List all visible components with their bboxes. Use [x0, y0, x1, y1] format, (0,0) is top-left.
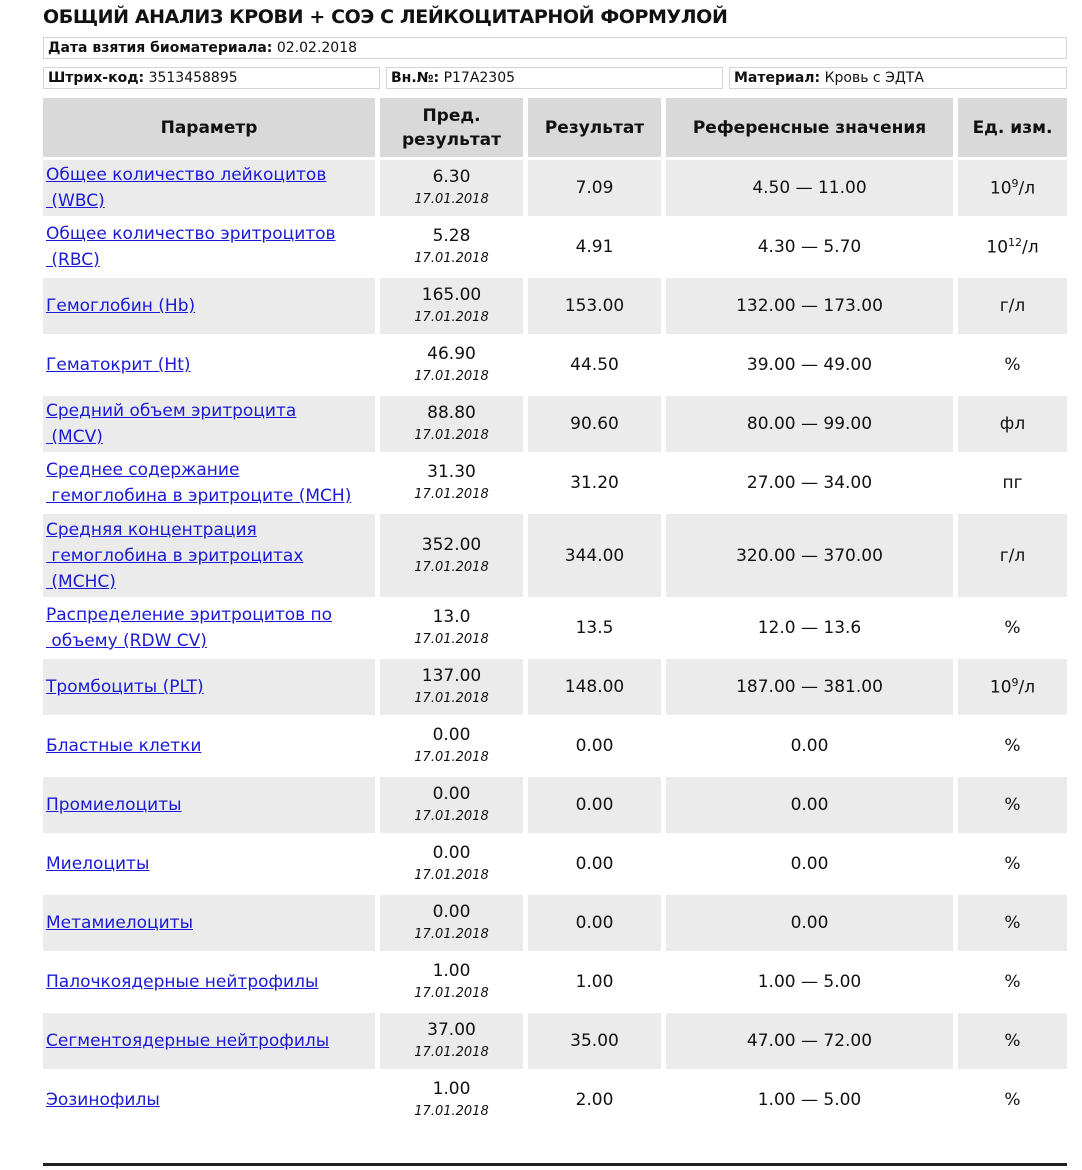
- table-row: [43, 600, 1067, 659]
- previous-value: 165.00: [421, 285, 482, 305]
- unit-cell: [958, 396, 1067, 455]
- result-value: 0.00: [528, 836, 666, 895]
- header-parameter: Параметр: [43, 98, 380, 160]
- parameter-name-line2: гемоглобина в эритроцитах: [46, 545, 304, 566]
- unit-cell: [958, 895, 1067, 954]
- previous-result-cell: [380, 895, 528, 954]
- parameter-name-line1: Среднее содержание: [46, 460, 240, 480]
- previous-result-cell: [380, 219, 528, 278]
- previous-value: 88.80: [427, 403, 476, 423]
- table-row: [43, 895, 1067, 954]
- parameter-name-line1: Бластные клетки: [46, 736, 202, 756]
- unit-cell: [958, 836, 1067, 895]
- unit-cell: [958, 455, 1067, 514]
- previous-result-cell: [380, 160, 528, 219]
- parameter-cell: [43, 219, 380, 278]
- table-row: [43, 1013, 1067, 1072]
- parameter-name-line1: Метамиелоциты: [46, 913, 193, 933]
- parameter-name-line2: (RBC): [46, 250, 100, 270]
- header-result: Результат: [528, 98, 666, 160]
- unit-base: %: [1004, 913, 1021, 933]
- result-value: 148.00: [528, 659, 666, 718]
- parameter-link[interactable]: [46, 401, 296, 447]
- parameter-name-line1: Общее количество лейкоцитов: [46, 165, 327, 185]
- previous-result-cell: [380, 455, 528, 514]
- previous-date: 17.01.2018: [414, 868, 489, 883]
- reference-range: 80.00 — 99.00: [666, 396, 958, 455]
- parameter-link[interactable]: [46, 165, 326, 211]
- table-row: [43, 337, 1067, 396]
- table-row: [43, 396, 1067, 455]
- table-row: [43, 718, 1067, 777]
- previous-value: 6.30: [432, 167, 471, 187]
- previous-value: 137.00: [421, 666, 482, 686]
- parameter-name-line1: Общее количество эритроцитов: [46, 224, 336, 244]
- result-value: 13.5: [528, 600, 666, 659]
- unit-cell: [958, 160, 1067, 219]
- previous-date: 17.01.2018: [414, 927, 489, 942]
- result-value: 7.09: [528, 160, 666, 219]
- header-unit: Ед. изм.: [958, 98, 1067, 160]
- result-value: 1.00: [528, 954, 666, 1013]
- parameter-cell: [43, 954, 380, 1013]
- parameter-cell: [43, 160, 380, 219]
- results-table: [43, 98, 1067, 1131]
- material-field: [729, 67, 1067, 89]
- previous-result-cell: [380, 836, 528, 895]
- unit-cell: [958, 1072, 1067, 1131]
- parameter-name-line1: Распределение эритроцитов по: [46, 605, 333, 625]
- parameter-name-line2: (WBC): [46, 191, 105, 211]
- parameter-link[interactable]: [46, 355, 191, 375]
- parameter-cell: [43, 659, 380, 718]
- reference-range: 12.0 — 13.6: [666, 600, 958, 659]
- header-previous-line2: результат: [401, 129, 502, 150]
- previous-value: 0.00: [432, 725, 471, 745]
- previous-date: 17.01.2018: [414, 750, 489, 765]
- material-value: Кровь с ЭДТА: [824, 70, 924, 86]
- unit-cell: [958, 718, 1067, 777]
- table-row: [43, 777, 1067, 836]
- parameter-link[interactable]: [46, 224, 336, 270]
- result-value: 44.50: [528, 337, 666, 396]
- unit-exponent: 12: [1008, 236, 1023, 250]
- result-value: 90.60: [528, 396, 666, 455]
- table-header-row: [43, 98, 1067, 160]
- previous-value: 0.00: [432, 902, 471, 922]
- previous-date: 17.01.2018: [414, 1045, 489, 1060]
- previous-date: 17.01.2018: [414, 632, 489, 647]
- reference-range: 1.00 — 5.00: [666, 954, 958, 1013]
- unit-cell: [958, 337, 1067, 396]
- result-value: 0.00: [528, 718, 666, 777]
- parameter-name-line1: Палочкоядерные нейтрофилы: [46, 972, 319, 992]
- parameter-cell: [43, 836, 380, 895]
- previous-date: 17.01.2018: [414, 809, 489, 824]
- table-row: [43, 278, 1067, 337]
- parameter-name-line2: объему (RDW CV): [46, 631, 207, 651]
- result-value: 153.00: [528, 278, 666, 337]
- parameter-name-line1: Гемоглобин (Hb): [46, 296, 196, 316]
- table-row: [43, 1072, 1067, 1131]
- unit-base: %: [1004, 1090, 1021, 1110]
- unit-exponent: 9: [1011, 177, 1019, 191]
- previous-value: 31.30: [427, 462, 476, 482]
- parameter-link[interactable]: [46, 736, 201, 756]
- unit-tail: /л: [1018, 178, 1036, 199]
- parameter-name-line1: Миелоциты: [46, 854, 150, 874]
- material-label: Материал:: [734, 70, 821, 86]
- parameter-link[interactable]: [46, 520, 303, 592]
- sample-date-field: [43, 37, 1067, 59]
- unit-exponent: 9: [1011, 676, 1019, 690]
- unit-base: 10: [986, 237, 1009, 258]
- parameter-name-line3: (MCHC): [46, 571, 116, 592]
- unit-base: %: [1004, 972, 1021, 992]
- unit-cell: [958, 777, 1067, 836]
- previous-value: 37.00: [427, 1020, 476, 1040]
- sample-date-label: Дата взятия биоматериала:: [48, 40, 273, 56]
- parameter-cell: [43, 278, 380, 337]
- unit-base: пг: [1002, 473, 1023, 493]
- reference-range: 39.00 — 49.00: [666, 337, 958, 396]
- previous-result-cell: [380, 659, 528, 718]
- result-value: 4.91: [528, 219, 666, 278]
- page-title: ОБЩИЙ АНАЛИЗ КРОВИ + СОЭ С ЛЕЙКОЦИТАРНОЙ ФОРМУЛОЙ: [43, 6, 728, 28]
- reference-range: 4.50 — 11.00: [666, 160, 958, 219]
- reference-range: 187.00 — 381.00: [666, 659, 958, 718]
- previous-value: 0.00: [432, 843, 471, 863]
- unit-cell: [958, 219, 1067, 278]
- result-value: 35.00: [528, 1013, 666, 1072]
- unit-cell: [958, 659, 1067, 718]
- previous-result-cell: [380, 278, 528, 337]
- parameter-name-line2: (MCV): [46, 427, 103, 447]
- parameter-cell: [43, 396, 380, 455]
- unit-tail: /л: [1022, 237, 1039, 258]
- result-value: 2.00: [528, 1072, 666, 1131]
- barcode-value: 3513458895: [148, 70, 238, 86]
- table-row: [43, 836, 1067, 895]
- unit-cell: [958, 954, 1067, 1013]
- parameter-link[interactable]: [46, 296, 195, 316]
- parameter-cell: [43, 455, 380, 514]
- previous-value: 13.0: [432, 607, 471, 627]
- parameter-cell: [43, 514, 380, 600]
- unit-base: %: [1004, 854, 1021, 874]
- internal-number-label: Вн.№:: [391, 70, 440, 86]
- parameter-name-line2: гемоглобина в эритроците (MCH): [46, 486, 352, 506]
- internal-number-field: [386, 67, 723, 89]
- previous-value: 46.90: [427, 344, 476, 364]
- result-value: 31.20: [528, 455, 666, 514]
- previous-value: 0.00: [432, 784, 471, 804]
- previous-value: 1.00: [432, 961, 471, 981]
- previous-result-cell: [380, 337, 528, 396]
- parameter-link[interactable]: [46, 1031, 329, 1051]
- parameter-name-line1: Тромбоциты (PLT): [46, 677, 204, 697]
- parameter-cell: [43, 777, 380, 836]
- previous-result-cell: [380, 396, 528, 455]
- previous-result-cell: [380, 718, 528, 777]
- parameter-link[interactable]: [46, 854, 149, 874]
- parameter-link[interactable]: [46, 972, 318, 992]
- parameter-cell: [43, 895, 380, 954]
- sample-date-value: 02.02.2018: [276, 40, 358, 56]
- previous-value: 1.00: [432, 1079, 471, 1099]
- result-value: 344.00: [528, 514, 666, 600]
- reference-range: 320.00 — 370.00: [666, 514, 958, 600]
- unit-cell: [958, 278, 1067, 337]
- parameter-cell: [43, 600, 380, 659]
- previous-date: 17.01.2018: [414, 310, 489, 325]
- parameter-link[interactable]: [46, 1090, 160, 1110]
- previous-date: 17.01.2018: [414, 251, 489, 266]
- parameter-name-line1: Промиелоциты: [46, 795, 182, 815]
- reference-range: 1.00 — 5.00: [666, 1072, 958, 1131]
- previous-date: 17.01.2018: [414, 986, 489, 1001]
- header-previous-result: [380, 98, 528, 160]
- previous-date: 17.01.2018: [414, 369, 489, 384]
- header-previous-line1: Пред.: [422, 105, 481, 126]
- unit-base: %: [1004, 736, 1021, 756]
- previous-result-cell: [380, 1013, 528, 1072]
- internal-number-value: P17A2305: [443, 70, 516, 86]
- unit-base: 10: [989, 178, 1012, 199]
- parameter-link[interactable]: [46, 605, 332, 651]
- unit-base: %: [1004, 1031, 1021, 1051]
- reference-range: 4.30 — 5.70: [666, 219, 958, 278]
- reference-range: 0.00: [666, 836, 958, 895]
- unit-cell: [958, 514, 1067, 600]
- unit-cell: [958, 600, 1067, 659]
- parameter-cell: [43, 1013, 380, 1072]
- previous-result-cell: [380, 600, 528, 659]
- table-row: [43, 219, 1067, 278]
- result-value: 0.00: [528, 777, 666, 836]
- previous-date: 17.01.2018: [414, 691, 489, 706]
- previous-date: 17.01.2018: [414, 1104, 489, 1119]
- parameter-link[interactable]: [46, 795, 182, 815]
- unit-tail: /л: [1018, 677, 1036, 698]
- parameter-link[interactable]: [46, 913, 193, 933]
- parameter-name-line1: Средний объем эритроцита: [46, 401, 297, 421]
- reference-range: 47.00 — 72.00: [666, 1013, 958, 1072]
- unit-base: 10: [989, 677, 1012, 698]
- table-row: [43, 514, 1067, 600]
- unit-base: %: [1004, 355, 1021, 375]
- previous-result-cell: [380, 514, 528, 600]
- parameter-name-line1: Эозинофилы: [46, 1090, 160, 1110]
- parameter-cell: [43, 718, 380, 777]
- unit-cell: [958, 1013, 1067, 1072]
- parameter-link[interactable]: [46, 677, 204, 697]
- reference-range: 0.00: [666, 895, 958, 954]
- previous-result-cell: [380, 1072, 528, 1131]
- reference-range: 27.00 — 34.00: [666, 455, 958, 514]
- previous-date: 17.01.2018: [414, 192, 489, 207]
- unit-base: г/л: [999, 545, 1026, 566]
- previous-value: 5.28: [432, 226, 471, 246]
- barcode-field: [43, 67, 380, 89]
- table-row: [43, 659, 1067, 718]
- parameter-link[interactable]: [46, 460, 351, 506]
- previous-value: 352.00: [421, 534, 482, 555]
- previous-result-cell: [380, 777, 528, 836]
- header-reference: Референсные значения: [666, 98, 958, 160]
- table-row: [43, 455, 1067, 514]
- barcode-label: Штрих-код:: [48, 70, 145, 86]
- parameter-name-line1: Сегментоядерные нейтрофилы: [46, 1031, 330, 1051]
- parameter-cell: [43, 337, 380, 396]
- footer-divider: [43, 1163, 1067, 1166]
- unit-base: г/л: [999, 296, 1026, 316]
- reference-range: 132.00 — 173.00: [666, 278, 958, 337]
- reference-range: 0.00: [666, 718, 958, 777]
- reference-range: 0.00: [666, 777, 958, 836]
- previous-result-cell: [380, 954, 528, 1013]
- unit-base: %: [1004, 795, 1021, 815]
- parameter-name-line1: Средняя концентрация: [46, 519, 257, 540]
- parameter-cell: [43, 1072, 380, 1131]
- previous-date: 17.01.2018: [414, 428, 489, 443]
- unit-base: фл: [999, 414, 1026, 434]
- result-value: 0.00: [528, 895, 666, 954]
- previous-date: 17.01.2018: [414, 487, 489, 502]
- parameter-name-line1: Гематокрит (Ht): [46, 355, 191, 375]
- previous-date: 17.01.2018: [414, 559, 489, 575]
- table-row: [43, 954, 1067, 1013]
- unit-base: %: [1004, 618, 1021, 638]
- table-row: [43, 160, 1067, 219]
